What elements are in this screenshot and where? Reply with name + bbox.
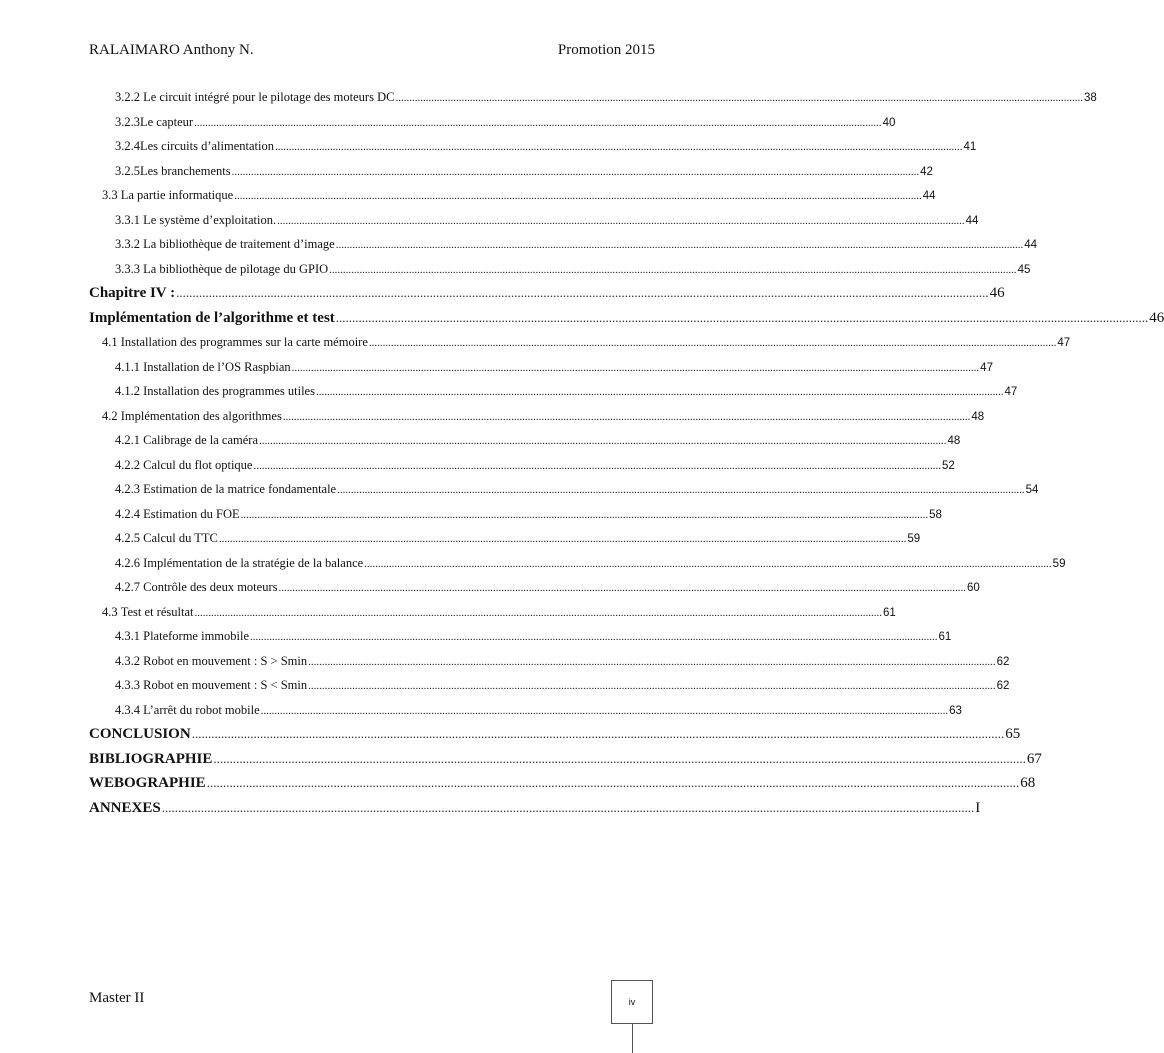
toc-leader-dots — [336, 306, 1149, 331]
toc-entry[interactable] — [89, 649, 1010, 674]
page-number: iv — [628, 997, 636, 1007]
toc-entry-page: 48 — [971, 410, 985, 423]
toc-entry[interactable] — [89, 526, 921, 551]
toc-entry-number: 4.2.7 — [115, 580, 140, 594]
toc-entry-title: La partie informatique — [120, 188, 234, 202]
toc-leader-dots — [336, 233, 1024, 258]
toc-entry-number: 4.1.2 — [115, 384, 140, 398]
toc-entry-number: 4.2.1 — [115, 433, 140, 447]
toc-entry-page: 54 — [1025, 484, 1039, 496]
toc-entry[interactable] — [89, 208, 979, 233]
toc-leader-dots — [192, 722, 1005, 747]
toc-entry[interactable] — [89, 502, 942, 527]
toc-entry-title: Implémentation de la stratégie de la balance — [143, 555, 364, 570]
toc-entry[interactable] — [89, 257, 1031, 282]
toc-entry-page: 61 — [882, 606, 896, 619]
toc-entry-page: 45 — [1017, 263, 1031, 276]
toc-entry-title: Contrôle des deux moteurs — [143, 580, 278, 594]
toc-entry-page: I — [975, 799, 981, 816]
toc-entry-title: Estimation du FOE — [143, 506, 240, 521]
toc-entry-page: 44 — [1024, 239, 1038, 251]
toc-entry[interactable] — [89, 232, 1038, 257]
toc-entry-number: 4.3.2 — [115, 653, 140, 668]
toc-leader-dots — [275, 135, 963, 160]
toc-leader-dots — [283, 405, 971, 430]
toc-leader-dots — [162, 796, 975, 821]
toc-leader-dots — [250, 625, 938, 650]
toc-entry-page: 60 — [966, 582, 980, 594]
toc-entry[interactable] — [89, 183, 936, 208]
toc-entry-title: ANNEXES — [89, 799, 161, 816]
toc-leader-dots — [277, 209, 965, 234]
toc-entry-page: 58 — [929, 508, 942, 521]
toc-entry-page: 68 — [1020, 775, 1036, 791]
header-author: RALAIMARO Anthony N. — [89, 42, 254, 58]
table-of-contents — [89, 85, 1164, 820]
page-header — [89, 42, 655, 59]
toc-entry[interactable] — [89, 477, 1039, 502]
toc-entry[interactable] — [89, 404, 985, 429]
toc-entry-number: 3.2.4 — [115, 139, 140, 153]
toc-entry-page: 61 — [938, 631, 952, 643]
toc-entry-title: Robot en mouvement : S < Smin — [143, 678, 308, 692]
toc-entry[interactable] — [89, 600, 896, 625]
toc-entry[interactable] — [89, 110, 896, 135]
toc-entry-page: 40 — [882, 116, 896, 129]
toc-entry[interactable] — [89, 85, 1097, 110]
toc-entry-page: 67 — [1026, 750, 1042, 767]
toc-leader-dots — [261, 699, 949, 724]
toc-entry[interactable] — [89, 306, 1164, 331]
footer-degree: Master II — [89, 990, 145, 1006]
toc-entry-title: Installation de l’OS Raspbian — [143, 359, 291, 374]
toc-entry-number: 3.3.1 — [115, 212, 140, 227]
toc-entry[interactable] — [89, 747, 1042, 772]
toc-leader-dots — [329, 258, 1017, 283]
toc-entry-title: Installation des programmes utiles — [143, 384, 315, 398]
toc-entry-page: 46 — [989, 285, 1005, 301]
toc-entry[interactable] — [89, 551, 1066, 576]
toc-entry-number: 4.2.5 — [115, 531, 140, 545]
toc-entry[interactable] — [89, 624, 952, 649]
toc-entry-title: Installation des programmes sur la carte mémoire — [120, 335, 368, 349]
toc-entry-page: 62 — [996, 680, 1010, 692]
header-promotion: Promotion 2015 — [557, 42, 655, 58]
toc-leader-dots — [278, 576, 966, 601]
toc-entry-number: 3.3.2 — [115, 237, 140, 251]
toc-leader-dots — [232, 160, 920, 185]
toc-entry-number: 3.2.5 — [115, 163, 140, 178]
toc-entry-title: La bibliothèque de traitement d’image — [143, 237, 335, 251]
toc-entry-page: 47 — [980, 361, 993, 374]
toc-leader-dots — [337, 478, 1025, 503]
toc-entry-title: Test et résultat — [120, 604, 194, 619]
toc-entry-number: 3.2.3 — [115, 114, 140, 129]
toc-entry-number: 4.2.3 — [115, 482, 140, 496]
toc-entry-title: L’arrêt du robot mobile — [143, 702, 260, 717]
toc-leader-dots — [234, 184, 922, 209]
toc-entry[interactable] — [89, 428, 961, 453]
toc-entry-title: CONCLUSION — [89, 726, 191, 742]
toc-leader-dots — [308, 650, 996, 675]
toc-leader-dots — [213, 747, 1026, 772]
toc-entry-number: 4.1.1 — [115, 359, 140, 374]
toc-leader-dots — [194, 601, 882, 626]
toc-entry[interactable] — [89, 771, 1036, 796]
toc-entry-title: Calibrage de la caméra — [143, 433, 258, 447]
toc-entry-title: Le circuit intégré pour le pilotage des moteurs DC — [143, 90, 395, 104]
toc-leader-dots — [369, 331, 1057, 356]
toc-entry-page: 47 — [1057, 337, 1071, 349]
toc-entry-number: 3.3 — [102, 188, 118, 202]
toc-entry-page: 63 — [949, 704, 962, 717]
toc-entry-title: Les circuits d’alimentation — [140, 139, 274, 153]
toc-entry-number: 4.1 — [102, 335, 118, 349]
toc-entry-title: Le système d’exploitation. — [143, 212, 277, 227]
toc-leader-dots — [308, 674, 996, 699]
toc-entry-page: 59 — [1052, 557, 1066, 570]
toc-entry-number: 4.2 — [102, 408, 118, 423]
toc-entry-page: 42 — [920, 165, 933, 178]
toc-entry-page: 44 — [965, 214, 979, 227]
toc-leader-dots — [395, 86, 1083, 111]
toc-entry-number: 4.2.2 — [115, 457, 140, 472]
toc-entry-number: 4.2.4 — [115, 506, 140, 521]
toc-entry-page: 48 — [947, 435, 961, 447]
toc-leader-dots — [219, 527, 907, 552]
toc-entry-title: Implémentation de l’algorithme et test — [89, 309, 335, 326]
toc-entry-page: 41 — [963, 141, 977, 153]
toc-entry-page: 59 — [907, 533, 921, 545]
toc-leader-dots — [176, 281, 989, 306]
toc-entry-number: 3.3.3 — [115, 261, 140, 276]
toc-leader-dots — [253, 454, 941, 479]
toc-entry-page: 38 — [1083, 92, 1097, 104]
toc-entry-title: Le capteur — [140, 114, 194, 129]
toc-leader-dots — [207, 771, 1020, 796]
toc-entry-title: Implémentation des algorithmes — [120, 408, 282, 423]
toc-entry-page: 47 — [1004, 386, 1018, 398]
toc-entry-title: Calcul du flot optique — [143, 457, 253, 472]
toc-entry-number: 4.3.1 — [115, 629, 140, 643]
toc-leader-dots — [259, 429, 947, 454]
toc-entry[interactable] — [89, 575, 980, 600]
page-number-box — [611, 980, 653, 1024]
toc-entry-number: 3.2.2 — [115, 90, 140, 104]
toc-entry[interactable] — [89, 330, 1071, 355]
toc-entry-number: 4.3.4 — [115, 702, 140, 717]
toc-entry[interactable] — [89, 796, 981, 821]
toc-entry-page: 65 — [1005, 726, 1021, 742]
toc-entry[interactable] — [89, 698, 962, 723]
toc-entry[interactable] — [89, 722, 1021, 747]
toc-leader-dots — [364, 552, 1052, 577]
toc-entry-title: WEBOGRAPHIE — [89, 775, 206, 791]
toc-leader-dots — [194, 111, 882, 136]
toc-entry-title: Calcul du TTC — [143, 531, 218, 545]
toc-entry-number: 4.3.3 — [115, 678, 140, 692]
toc-leader-dots — [316, 380, 1004, 405]
toc-entry-title: Les branchements — [140, 163, 231, 178]
page-number-line — [632, 1024, 633, 1053]
toc-entry-title: Estimation de la matrice fondamentale — [143, 482, 337, 496]
toc-entry-title: Chapitre IV : — [89, 285, 176, 301]
toc-entry[interactable] — [89, 134, 977, 159]
toc-entry-page: 44 — [922, 190, 936, 202]
toc-entry-page: 46 — [1149, 309, 1164, 326]
toc-entry-title: Robot en mouvement : S > Smin — [143, 653, 308, 668]
toc-entry-page: 52 — [941, 459, 955, 472]
toc-leader-dots — [241, 503, 929, 528]
toc-entry[interactable] — [89, 379, 1018, 404]
toc-entry-page: 62 — [996, 655, 1010, 668]
toc-entry-number: 4.3 — [102, 604, 118, 619]
toc-entry[interactable] — [89, 355, 993, 380]
toc-entry-title: Plateforme immobile — [143, 629, 250, 643]
toc-entry[interactable] — [89, 453, 955, 478]
toc-leader-dots — [292, 356, 980, 381]
toc-entry-title: La bibliothèque de pilotage du GPIO — [143, 261, 329, 276]
toc-entry-number: 4.2.6 — [115, 555, 140, 570]
toc-entry[interactable] — [89, 159, 933, 184]
toc-entry-title: BIBLIOGRAPHIE — [89, 750, 213, 767]
toc-entry[interactable] — [89, 281, 1005, 306]
toc-entry[interactable] — [89, 673, 1010, 698]
